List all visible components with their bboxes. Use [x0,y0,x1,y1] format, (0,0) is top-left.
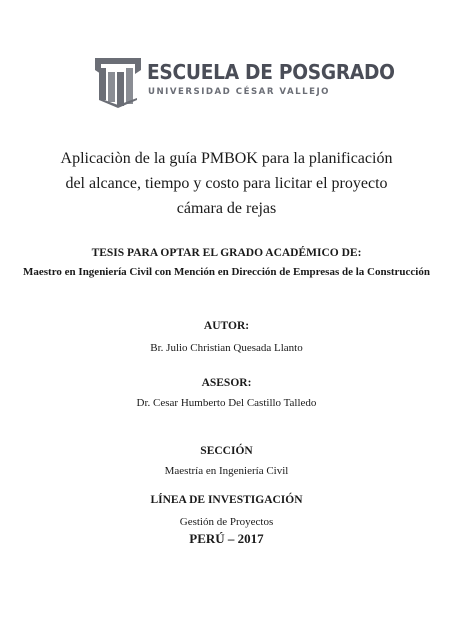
advisor-name: Dr. Cesar Humberto Del Castillo Talledo [136,397,317,409]
section-label: SECCIÓN [200,445,253,457]
author-label: AUTOR: [203,320,250,332]
ucv-emblem-icon [95,58,141,108]
degree-heading: TESIS PARA OPTAR EL GRADO ACADÉMICO DE: [91,247,362,259]
advisor-label: ASESOR: [201,377,252,389]
research-line-value: Gestión de Proyectos [179,516,274,528]
research-line-label: LÍNEA DE INVESTIGACIÓN [150,494,303,506]
logo-title: ESCUELA DE POSGRADO [147,60,395,84]
logo-subtitle: UNIVERSIDAD CÉSAR VALLEJO [148,87,330,97]
thesis-title: Aplicaciòn de la guía PMBOK para la planificación del alcance, tiempo y costo para licitar el proyecto cámara de rejas [60,150,393,217]
place-date: PERÚ – 2017 [189,531,264,546]
degree-name: Maestro en Ingeniería Civil con Mención en Dirección de Empresas de la Construcción [23,266,430,278]
university-logo [95,58,395,108]
section-value: Maestría en Ingeniería Civil [164,465,289,477]
author-name: Br. Julio Christian Quesada Llanto [150,342,303,354]
degree-block [20,244,433,282]
